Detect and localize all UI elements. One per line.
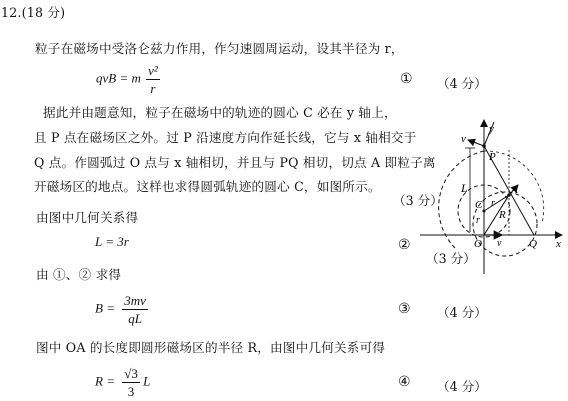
equation-score-4: （4 分） (437, 379, 487, 394)
label-R: R (499, 209, 506, 221)
equation-2: L = 3r (95, 234, 129, 249)
label-v-O: v (497, 238, 502, 249)
label-O: O (474, 238, 482, 250)
score-right: （3 分） (393, 193, 443, 208)
equation-number-1: ① (400, 71, 413, 87)
eq1-lhs: qvB = m (96, 70, 141, 86)
eq3-lhs: B = (95, 300, 115, 316)
label-P: P (489, 151, 496, 163)
eq4-denominator: 3 (127, 384, 135, 399)
geometry-figure (405, 108, 568, 278)
eq4-tail: L (143, 373, 151, 389)
text-line-3: 且 P 点在磁场区之外。过 P 沿速度方向作延长线，它与 x 轴相交于 (34, 130, 417, 145)
eq4-fraction (122, 367, 140, 398)
eq1-numerator: v² (148, 63, 158, 78)
text-line-8: 图中 OA 的长度即圆形磁场区的半径 R，由图中几何关系可得 (36, 340, 386, 355)
text-line-6: 由图中几何关系得 (36, 210, 139, 225)
eq4-lhs: R = (95, 373, 115, 389)
equation-score-1: （4 分） (437, 76, 487, 91)
equation-4 (95, 367, 150, 398)
eq3-fraction (122, 294, 148, 325)
point-C (483, 210, 486, 213)
problem-number: 12.(18 分) (1, 5, 66, 20)
score-below: （3 分） (426, 251, 476, 266)
label-Q: Q (529, 238, 537, 250)
velocity-at-P (468, 140, 484, 146)
equation-number-3: ③ (398, 301, 411, 317)
label-A: A (511, 184, 518, 196)
text-line-5: 开磁场区的地点。这样也求得圆弧轨迹的圆心 C，如图所示。 (34, 179, 381, 194)
equation-score-3: （4 分） (437, 305, 487, 320)
eq3-denominator: qL (128, 311, 142, 326)
label-y: y (489, 123, 494, 135)
eq1-denominator: r (150, 81, 156, 96)
equation-1 (96, 64, 160, 95)
eq1-fraction (146, 64, 160, 95)
label-x: x (556, 238, 561, 250)
label-v-P: v (461, 133, 466, 145)
equation-3 (95, 294, 148, 325)
text-line-7: 由 ①、② 求得 (36, 267, 122, 282)
label-r-upper: r (491, 198, 495, 209)
equation-number-2: ② (398, 237, 411, 253)
text-line-4: Q 点。作圆弧过 O 点与 x 轴相切，并且与 PQ 相切，切点 A 即粒子离 (34, 155, 436, 170)
eq3-numerator: 3mv (124, 293, 146, 308)
text-line-2: 据此并由题意知，粒子在磁场中的轨迹的圆心 C 必在 y 轴上， (43, 105, 397, 120)
label-r-lower: r (476, 215, 480, 226)
label-C: C (475, 199, 483, 211)
point-P (482, 144, 486, 148)
label-L: L (461, 181, 468, 195)
eq4-numerator: √3 (124, 366, 138, 381)
equation-number-4: ④ (398, 374, 411, 390)
text-line-1: 粒子在磁场中受洛仑兹力作用，作匀速圆周运动，设其半径为 r， (35, 41, 404, 56)
